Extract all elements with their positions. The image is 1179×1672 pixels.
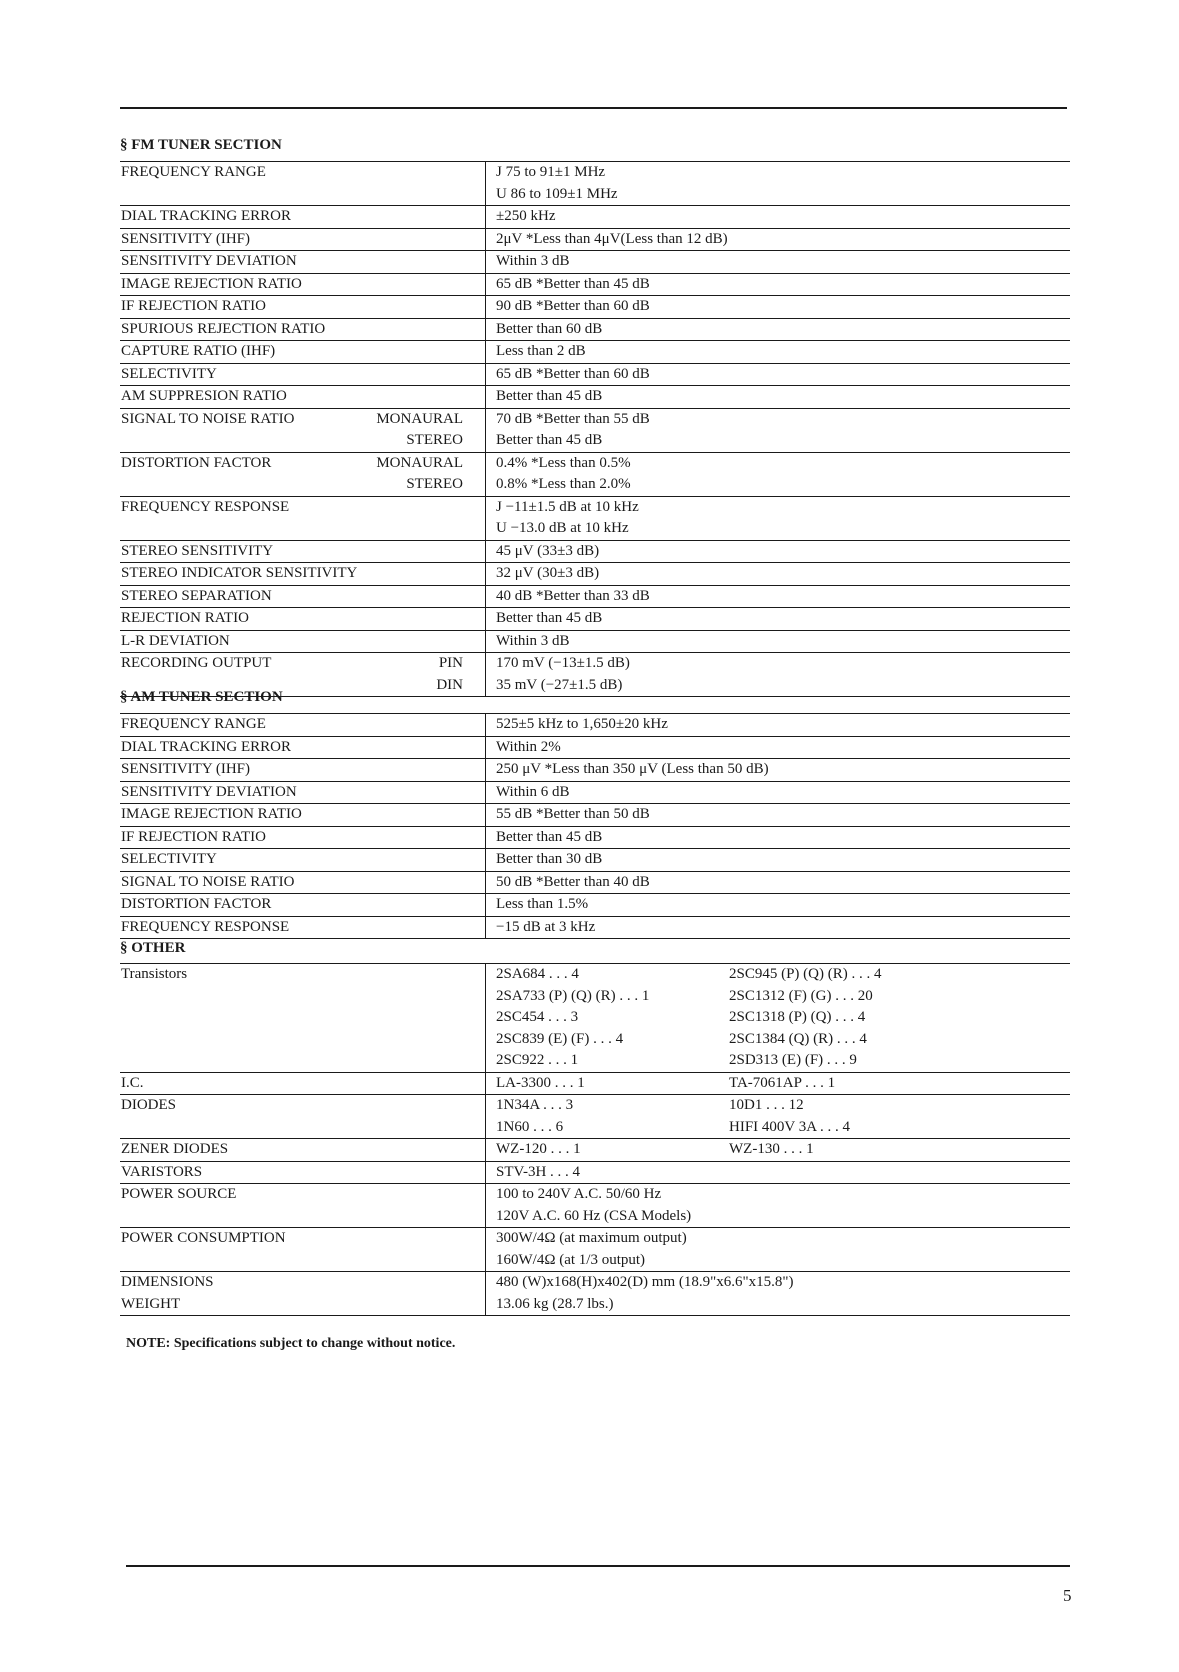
spec-label: POWER SOURCE [121,1186,237,1202]
spec-value-cell [485,251,1070,273]
spec-label: FREQUENCY RESPONSE [121,498,290,515]
spec-label: SIGNAL TO NOISE RATIO [121,873,295,890]
spec-value-cell [485,631,1070,653]
spec-value: Better than 30 dB [496,851,603,867]
spec-value-cell [485,497,1070,540]
spec-row [120,964,1070,1073]
spec-value: Better than 45 dB [496,610,603,626]
part-pair [496,1117,1070,1139]
part-item: WZ-130 . . . 1 [729,1141,814,1157]
spec-label: IF REJECTION RATIO [121,828,266,845]
spec-value: 32 μV (30±3 dB) [496,565,600,581]
spec-row [120,341,1070,364]
spec-value-cell [485,274,1070,296]
spec-value: Better than 45 dB [496,388,603,404]
spec-label: DIAL TRACKING ERROR [121,738,292,755]
am-spec-table [120,713,1070,939]
spec-row [120,563,1070,586]
spec-label-cell [120,759,485,781]
spec-label-cell [120,608,485,630]
spec-row [120,782,1070,805]
spec-row [120,1272,1070,1316]
spec-label: RECORDING OUTPUT [121,655,272,671]
spec-value-cell [485,1095,1070,1138]
spec-row [120,409,1070,453]
spec-value-cell [485,1162,1070,1184]
spec-row [120,804,1070,827]
spec-row [120,386,1070,409]
spec-value-cell [485,737,1070,759]
spec-value-cell [485,872,1070,894]
spec-label-cell [120,541,485,563]
spec-label-cell [120,251,485,273]
spec-value-cell [485,1184,1070,1227]
spec-value: −15 dB at 3 kHz [496,918,596,935]
spec-sublabel: MONAURAL [376,410,463,427]
spec-label: SENSITIVITY DEVIATION [121,783,297,800]
spec-label-cell [120,1139,485,1161]
spec-sublabel: MONAURAL [376,454,463,471]
spec-value: 480 (W)x168(H)x402(D) mm (18.9"x6.6"x15.8") [496,1274,794,1290]
spec-label: SENSITIVITY (IHF) [121,230,251,247]
spec-label: I.C. [121,1074,144,1091]
spec-label-cell [120,586,485,608]
spec-label-cell [120,827,485,849]
spec-label: STEREO INDICATOR SENSITIVITY [121,565,358,581]
spec-value-cell [485,759,1070,781]
spec-value-cell [485,1228,1070,1271]
spec-value: 35 mV (−27±1.5 dB) [496,676,623,693]
spec-label-cell [120,1073,485,1095]
spec-label: WEIGHT [121,1295,181,1312]
spec-row [120,1073,1070,1096]
spec-value: 0.8% *Less than 2.0% [496,476,631,492]
spec-value: Within 2% [496,738,561,755]
spec-label-cell [120,1184,485,1227]
spec-value: 70 dB *Better than 55 dB [496,410,650,427]
spec-value-cell [485,296,1070,318]
spec-value-cell [485,894,1070,916]
spec-label: REJECTION RATIO [121,610,249,626]
spec-value-cell [485,827,1070,849]
other-section-title: § OTHER [120,940,186,956]
spec-value-cell [485,162,1070,205]
spec-label-cell [120,319,485,341]
spec-row [120,541,1070,564]
spec-label: ZENER DIODES [121,1141,229,1157]
spec-label-cell [120,1162,485,1184]
spec-value-cell [485,586,1070,608]
spec-value-cell [485,409,1070,452]
spec-value: 250 μV *Less than 350 μV (Less than 50 dB) [496,761,769,777]
part-pair [496,1029,1070,1051]
spec-value: Within 3 dB [496,253,570,269]
spec-row [120,206,1070,229]
spec-row [120,714,1070,737]
part-item: 2SC454 . . . 3 [496,1009,579,1025]
spec-value: 160W/4Ω (at 1/3 output) [496,1251,646,1268]
spec-value: J −11±1.5 dB at 10 kHz [496,498,639,515]
spec-row [120,827,1070,850]
part-pair [496,1095,1070,1117]
spec-value: 170 mV (−13±1.5 dB) [496,655,630,671]
spec-row [120,631,1070,654]
spec-value-cell [485,341,1070,363]
spec-value: 100 to 240V A.C. 50/60 Hz [496,1186,662,1202]
part-pair [496,1050,1070,1072]
spec-value: STV-3H . . . 4 [496,1163,581,1180]
spec-value: U −13.0 dB at 10 kHz [496,520,629,536]
spec-label: AM SUPPRESION RATIO [121,388,287,404]
spec-label: DIMENSIONS [121,1274,214,1290]
spec-value: 90 dB *Better than 60 dB [496,298,650,314]
spec-value: 45 μV (33±3 dB) [496,542,600,559]
fm-spec-table [120,161,1070,697]
spec-label: SELECTIVITY [121,365,217,382]
spec-value: 40 dB *Better than 33 dB [496,587,650,604]
spec-label-cell [120,917,485,939]
part-item: 2SC1318 (P) (Q) . . . 4 [729,1009,866,1025]
spec-label: IMAGE REJECTION RATIO [121,806,302,822]
spec-row [120,364,1070,387]
spec-label-cell [120,737,485,759]
part-pair [496,1007,1070,1029]
spec-value-cell [485,964,1070,1072]
spec-value-cell [485,563,1070,585]
spec-label-cell [120,1272,485,1315]
spec-label-cell [120,1228,485,1271]
spec-label: VARISTORS [121,1163,203,1180]
spec-label: DIAL TRACKING ERROR [121,208,292,224]
spec-value: ±250 kHz [496,208,556,224]
spec-value: 120V A.C. 60 Hz (CSA Models) [496,1207,692,1224]
page-number: 5 [1063,1586,1072,1605]
part-pair [496,964,1070,986]
part-item: 2SC1384 (Q) (R) . . . 4 [729,1030,867,1047]
spec-value: Better than 45 dB [496,828,603,845]
spec-label-cell [120,364,485,386]
spec-value: Better than 60 dB [496,320,603,337]
spec-row [120,849,1070,872]
spec-value-cell [485,319,1070,341]
spec-value: J 75 to 91±1 MHz [496,164,606,180]
spec-value-cell [485,804,1070,826]
part-item: HIFI 400V 3A . . . 4 [729,1118,850,1135]
part-pair [496,986,1070,1008]
part-item: 10D1 . . . 12 [729,1097,804,1113]
spec-label-cell [120,341,485,363]
part-item: 2SC945 (P) (Q) (R) . . . 4 [729,966,882,982]
spec-label-cell [120,1095,485,1138]
spec-label-cell [120,206,485,228]
spec-value: 2μV *Less than 4μV(Less than 12 dB) [496,230,728,247]
part-item: 2SA684 . . . 4 [496,966,579,982]
spec-sublabel: STEREO [406,432,463,448]
spec-label-cell [120,386,485,408]
spec-value: 525±5 kHz to 1,650±20 kHz [496,716,668,732]
spec-label-cell [120,409,485,452]
spec-row [120,274,1070,297]
spec-sublabel: STEREO [406,476,463,492]
part-item: WZ-120 . . . 1 [496,1141,581,1157]
spec-row [120,1095,1070,1139]
part-item: 1N34A . . . 3 [496,1097,574,1113]
spec-value: 55 dB *Better than 50 dB [496,806,650,822]
spec-label-cell [120,631,485,653]
part-item: TA-7061AP . . . 1 [729,1074,836,1091]
spec-label-cell [120,849,485,871]
spec-label: DISTORTION FACTOR [121,896,272,912]
spec-value-cell [485,1139,1070,1161]
am-section-title: § AM TUNER SECTION [120,689,283,705]
spec-label-cell [120,296,485,318]
spec-label: FREQUENCY RANGE [121,164,266,180]
part-item: 2SC1312 (F) (G) . . . 20 [729,987,873,1004]
spec-value: 300W/4Ω (at maximum output) [496,1230,687,1246]
spec-row [120,872,1070,895]
spec-label: POWER CONSUMPTION [121,1230,286,1246]
spec-value: 50 dB *Better than 40 dB [496,873,650,890]
spec-label: DISTORTION FACTOR [121,454,272,471]
spec-label: SPURIOUS REJECTION RATIO [121,320,326,337]
part-item: 2SC839 (E) (F) . . . 4 [496,1030,624,1047]
spec-row [120,737,1070,760]
spec-label-cell [120,497,485,540]
spec-value-cell [485,453,1070,496]
spec-value: Less than 1.5% [496,896,589,912]
spec-value-cell [485,229,1070,251]
spec-label: CAPTURE RATIO (IHF) [121,343,276,359]
spec-label-cell [120,229,485,251]
part-item: 2SA733 (P) (Q) (R) . . . 1 [496,987,650,1004]
spec-label: FREQUENCY RESPONSE [121,918,290,935]
spec-value: Within 6 dB [496,783,570,800]
spec-label: STEREO SEPARATION [121,587,272,604]
spec-value: 0.4% *Less than 0.5% [496,454,631,471]
spec-label: FREQUENCY RANGE [121,716,266,732]
spec-value-cell [485,1272,1070,1315]
spec-value: 13.06 kg (28.7 lbs.) [496,1295,614,1312]
spec-label-cell [120,274,485,296]
spec-row [120,917,1070,940]
spec-value: 65 dB *Better than 45 dB [496,275,650,292]
spec-row [120,586,1070,609]
part-item: 1N60 . . . 6 [496,1118,564,1135]
spec-label-cell [120,714,485,736]
spec-sublabel: DIN [436,676,463,693]
spec-row [120,1228,1070,1272]
spec-label: Transistors [121,966,188,982]
spec-row [120,319,1070,342]
part-pair [496,1139,1070,1161]
spec-value-cell [485,849,1070,871]
top-rule [120,107,1067,109]
spec-row [120,453,1070,497]
spec-value-cell [485,541,1070,563]
spec-row [120,608,1070,631]
spec-label-cell [120,782,485,804]
spec-label-cell [120,804,485,826]
spec-label: SIGNAL TO NOISE RATIO [121,410,295,427]
spec-row [120,229,1070,252]
spec-label-cell [120,563,485,585]
spec-label-cell [120,453,485,496]
spec-row [120,759,1070,782]
spec-label: SENSITIVITY (IHF) [121,761,251,777]
spec-row [120,894,1070,917]
spec-value: Less than 2 dB [496,343,586,359]
spec-row [120,162,1070,206]
spec-label: SENSITIVITY DEVIATION [121,253,297,269]
part-item: 2SC922 . . . 1 [496,1052,579,1068]
spec-value-cell [485,653,1070,696]
spec-value-cell [485,714,1070,736]
spec-row [120,1184,1070,1228]
spec-row [120,1162,1070,1185]
spec-label: IF REJECTION RATIO [121,298,266,314]
spec-value-cell [485,206,1070,228]
spec-label: SELECTIVITY [121,851,217,867]
spec-sublabel: PIN [438,655,463,671]
spec-value: U 86 to 109±1 MHz [496,185,618,202]
spec-label: IMAGE REJECTION RATIO [121,275,302,292]
spec-label-cell [120,964,485,1072]
spec-value-cell [485,782,1070,804]
spec-value-cell [485,1073,1070,1095]
spec-value-cell [485,608,1070,630]
other-spec-table [120,963,1070,1316]
bottom-rule [126,1565,1070,1567]
part-item: 2SD313 (E) (F) . . . 9 [729,1052,857,1068]
spec-value: 65 dB *Better than 60 dB [496,365,650,382]
spec-row [120,296,1070,319]
spec-value: Within 3 dB [496,632,570,649]
spec-note: NOTE: Specifications subject to change without notice. [126,1336,456,1351]
part-item: LA-3300 . . . 1 [496,1074,585,1091]
spec-value-cell [485,364,1070,386]
spec-row [120,251,1070,274]
spec-row [120,497,1070,541]
spec-value: Better than 45 dB [496,432,603,448]
fm-section-title: § FM TUNER SECTION [120,137,282,153]
part-pair [496,1073,1070,1095]
spec-label-cell [120,872,485,894]
spec-value-cell [485,917,1070,939]
spec-value-cell [485,386,1070,408]
spec-label-cell [120,894,485,916]
spec-label: DIODES [121,1097,176,1113]
spec-label: L-R DEVIATION [121,632,230,649]
spec-label: STEREO SENSITIVITY [121,542,274,559]
spec-label-cell [120,162,485,205]
spec-row [120,1139,1070,1162]
